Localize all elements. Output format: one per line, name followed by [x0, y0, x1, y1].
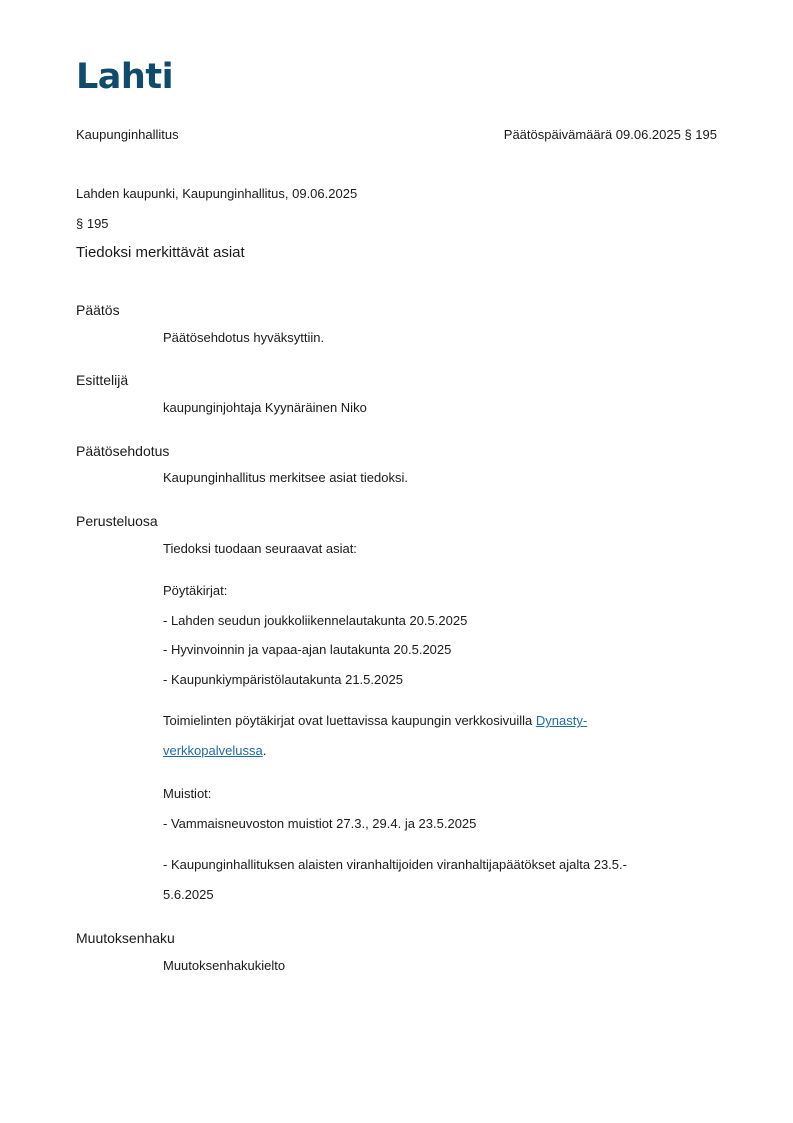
presenter-heading: Esittelijä	[76, 372, 129, 388]
rationale-heading: Perusteluosa	[76, 513, 158, 529]
availability-paragraph-cont	[163, 743, 266, 759]
appeal-text: Muutoksenhakukielto	[163, 958, 286, 973]
availability-text: Toimielinten pöytäkirjat ovat luettavissa kaupungin verkkosivuilla	[163, 713, 536, 728]
decisions-item: - Kaupunginhallituksen alaisten viranhaltijoiden viranhaltijapäätökset ajalta 23.5.-	[163, 857, 627, 872]
meeting-line: Lahden kaupunki, Kaupunginhallitus, 09.06.2025	[76, 186, 358, 201]
list-item: - Hyvinvoinnin ja vapaa-ajan lautakunta 20.5.2025	[163, 642, 452, 657]
lahti-logo: Lahti	[76, 57, 174, 97]
decision-heading: Päätös	[76, 302, 120, 318]
section-number: § 195	[76, 216, 109, 231]
minutes-heading: Pöytäkirjat:	[163, 583, 228, 598]
document-title: Tiedoksi merkittävät asiat	[76, 244, 245, 261]
proposal-heading: Päätösehdotus	[76, 443, 170, 459]
rationale-intro: Tiedoksi tuodaan seuraavat asiat:	[163, 541, 357, 556]
dynasty-link[interactable]: Dynasty-	[535, 713, 588, 728]
dynasty-link-cont[interactable]: verkkopalvelussa	[163, 743, 263, 758]
list-item: - Kaupunkiympäristölautakunta 21.5.2025	[163, 672, 403, 687]
decision-text: Päätösehdotus hyväksyttiin.	[163, 330, 325, 345]
memo-item: - Vammaisneuvoston muistiot 27.3., 29.4. ja 23.5.2025	[163, 816, 477, 831]
decisions-item-cont: 5.6.2025	[163, 887, 214, 902]
appeal-heading: Muutoksenhaku	[76, 930, 175, 946]
memos-heading: Muistiot:	[163, 786, 212, 801]
presenter-text: kaupunginjohtaja Kyynäräinen Niko	[163, 400, 367, 415]
link-trailing-period: .	[262, 743, 267, 758]
availability-paragraph	[163, 713, 587, 729]
decision-date-and-section: Päätöspäivämäärä 09.06.2025 § 195	[503, 127, 717, 142]
proposal-text: Kaupunginhallitus merkitsee asiat tiedoksi.	[163, 470, 408, 485]
list-item: - Lahden seudun joukkoliikennelautakunta 20.5.2025	[163, 613, 468, 628]
organ-name: Kaupunginhallitus	[76, 127, 179, 142]
